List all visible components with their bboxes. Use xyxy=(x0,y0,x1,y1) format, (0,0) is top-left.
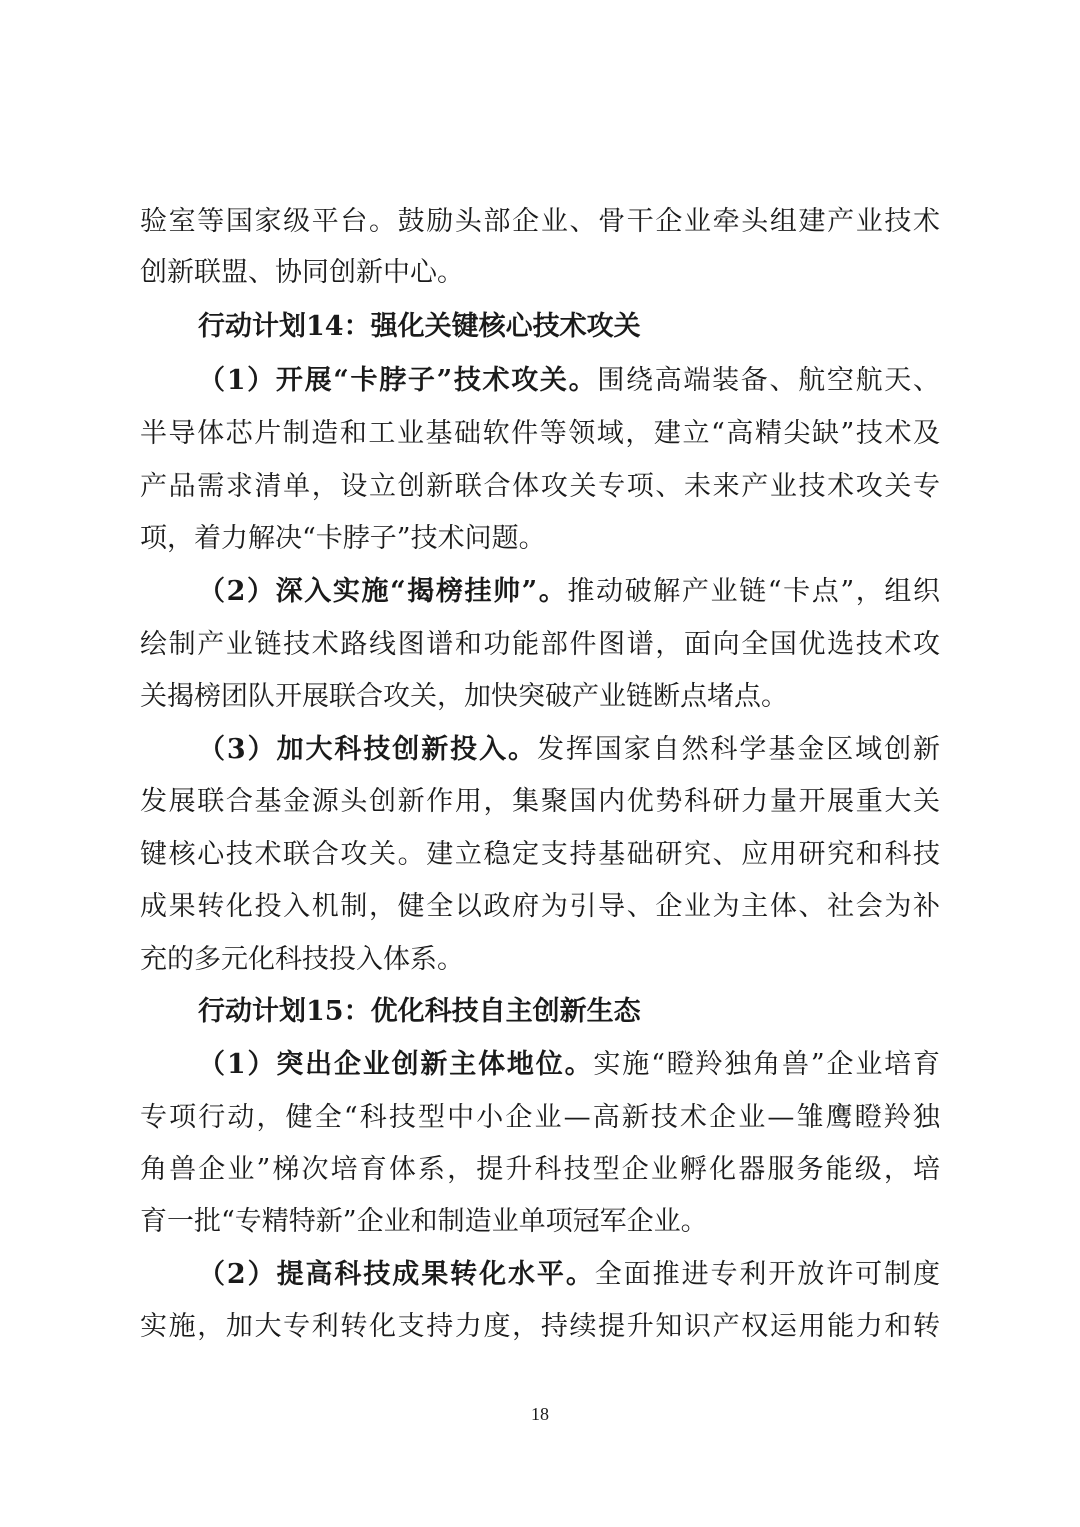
bold-lead: （3）加大科技创新投入。 xyxy=(198,734,537,765)
body-text: 角兽企业”梯次培育体系，提升科技型企业孵化器服务能级，培 xyxy=(140,1154,940,1185)
text-line xyxy=(140,1150,940,1190)
text-line xyxy=(140,202,940,242)
body-text: 充的多元化科技投入体系。 xyxy=(140,944,464,975)
text-line xyxy=(140,1098,940,1138)
text-line xyxy=(140,253,940,293)
text-line xyxy=(140,1307,940,1347)
body-text: 推动破解产业链“卡点”，组织 xyxy=(567,576,940,607)
bold-lead: （2）提高科技成果转化水平。 xyxy=(198,1259,595,1290)
body-text: 产品需求清单，设立创新联合体攻关专项、未来产业技术攻关专 xyxy=(140,471,940,502)
bold-lead: （2）深入实施“揭榜挂帅”。 xyxy=(198,576,568,607)
body-text: 专项行动，健全“科技型中小企业—高新技术企业—雏鹰瞪羚独 xyxy=(140,1102,940,1133)
body-text: 验室等国家级平台。鼓励头部企业、骨干企业牵头组建产业技术 xyxy=(140,206,940,237)
text-line xyxy=(140,940,940,980)
body-text: 绘制产业链技术路线图谱和功能部件图谱，面向全国优选技术攻 xyxy=(140,629,940,660)
section-heading xyxy=(198,992,940,1032)
text-line xyxy=(140,414,940,454)
bold-lead: （1）突出企业创新主体地位。 xyxy=(198,1049,594,1080)
text-line xyxy=(198,1045,940,1085)
body-text: 发展联合基金源头创新作用，集聚国内优势科研力量开展重大关 xyxy=(140,786,940,817)
body-text: 键核心技术联合攻关。建立稳定支持基础研究、应用研究和科技 xyxy=(140,839,940,870)
text-line xyxy=(140,625,940,665)
text-line xyxy=(140,782,940,822)
text-line xyxy=(140,887,940,927)
body-text: 项，着力解决“卡脖子”技术问题。 xyxy=(140,523,546,554)
section-heading xyxy=(198,307,940,347)
body-text: 实施，加大专利转化支持力度，持续提升知识产权运用能力和转 xyxy=(140,1311,940,1342)
bold-lead: （1）开展“卡脖子”技术攻关。 xyxy=(198,365,598,396)
text-line xyxy=(140,467,940,507)
body-text: 围绕高端装备、航空航天、 xyxy=(597,365,940,396)
body-text: 实施“瞪羚独角兽”企业培育 xyxy=(593,1049,940,1080)
text-line xyxy=(140,677,940,717)
body-text: 全面推进专利开放许可制度 xyxy=(594,1259,940,1290)
text-line xyxy=(140,519,940,559)
text-line xyxy=(140,835,940,875)
body-text: 育一批“专精特新”企业和制造业单项冠军企业。 xyxy=(140,1206,708,1237)
body-text: 半导体芯片制造和工业基础软件等领域，建立“高精尖缺”技术及 xyxy=(140,418,940,449)
page-number: 18 xyxy=(531,1404,549,1424)
text-line xyxy=(198,361,940,401)
body-text: 发挥国家自然科学基金区域创新 xyxy=(536,734,941,765)
bold-lead: 行动计划14：强化关键核心技术攻关 xyxy=(198,311,641,342)
body-text: 成果转化投入机制，健全以政府为引导、企业为主体、社会为补 xyxy=(140,891,940,922)
text-line xyxy=(198,572,940,612)
text-line xyxy=(198,1255,940,1295)
text-line xyxy=(198,730,940,770)
text-line xyxy=(140,1202,940,1242)
body-text: 创新联盟、协同创新中心。 xyxy=(140,257,464,288)
bold-lead: 行动计划15：优化科技自主创新生态 xyxy=(198,996,641,1027)
body-text: 关揭榜团队开展联合攻关，加快突破产业链断点堵点。 xyxy=(140,681,788,712)
